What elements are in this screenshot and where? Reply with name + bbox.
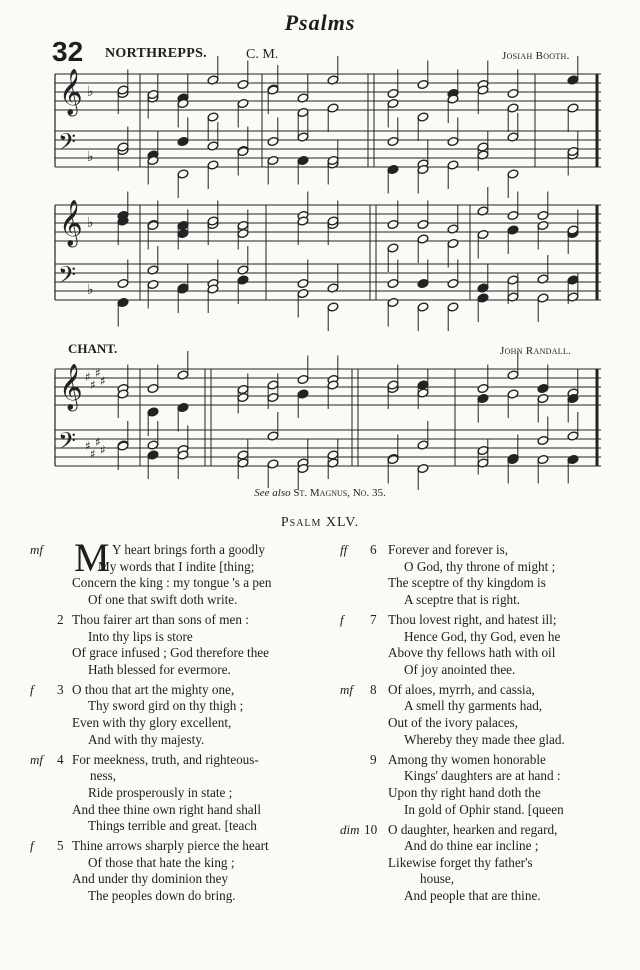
notehead — [297, 374, 309, 384]
verse-line: Thou fairer art than sons of men : — [72, 611, 249, 627]
notehead — [507, 370, 519, 380]
notehead — [537, 210, 549, 220]
notehead — [477, 293, 489, 303]
verse-line: Thou lovest right, and hatest ill; — [388, 611, 557, 627]
notehead — [327, 283, 339, 293]
notehead — [177, 136, 189, 146]
notehead — [537, 435, 549, 445]
bass-clef: 𝄢 — [58, 128, 77, 161]
notehead — [267, 380, 279, 390]
notehead — [297, 278, 309, 288]
verse-line: The peoples down do bring. — [88, 888, 236, 903]
notehead — [177, 402, 189, 412]
notehead — [507, 169, 519, 179]
notehead — [237, 384, 249, 394]
notehead — [177, 228, 189, 238]
notehead — [477, 142, 489, 152]
notehead — [237, 220, 249, 230]
notehead — [387, 219, 399, 229]
key-flat: ♭ — [87, 84, 94, 100]
notehead — [207, 160, 219, 170]
verse-line: Of one that swift doth write. — [88, 591, 238, 607]
verse-number: 5 — [57, 838, 64, 854]
notehead — [417, 463, 429, 473]
verse-line: And under thy dominion they — [72, 871, 229, 887]
notehead — [507, 88, 519, 98]
verse-line: Concern the king : my tongue 's a pen — [72, 575, 272, 591]
notehead — [267, 85, 279, 95]
notehead — [417, 79, 429, 89]
notehead — [327, 302, 339, 312]
notehead — [477, 383, 489, 393]
see-also-tune: St. Magnus, — [293, 487, 350, 499]
notehead — [477, 445, 489, 455]
notehead — [237, 228, 249, 238]
see-also-prefix: See also — [254, 487, 291, 499]
treble-clef: 𝄞 — [59, 69, 83, 115]
verse-line: Thy sword gird on thy thigh ; — [88, 698, 244, 714]
bass-clef: 𝄢 — [58, 261, 77, 294]
notehead — [537, 220, 549, 230]
dynamic-marking: mf — [30, 542, 43, 557]
notehead — [237, 265, 249, 275]
notehead — [477, 458, 489, 468]
notehead — [327, 458, 339, 468]
notehead — [207, 112, 219, 122]
notehead — [567, 292, 579, 302]
notehead — [237, 450, 249, 460]
key-flat: ♭ — [87, 282, 94, 298]
key-sharp: ♯ — [85, 439, 91, 453]
notehead — [417, 278, 429, 288]
notehead — [477, 393, 489, 403]
notehead — [447, 160, 459, 170]
notehead — [507, 292, 519, 302]
notehead — [237, 146, 249, 156]
notehead — [327, 103, 339, 113]
notehead — [177, 169, 189, 179]
notehead — [117, 297, 129, 307]
notehead — [207, 75, 219, 85]
notehead — [507, 275, 519, 285]
verse-line: Upon thy right hand doth the — [388, 784, 541, 800]
running-head: Psalms — [284, 10, 356, 35]
verse-line: For meekness, truth, and righteous- — [72, 751, 259, 767]
verse-line: Things terrible and great. [teach — [88, 818, 257, 834]
dynamic-marking: f — [30, 681, 34, 697]
notehead — [387, 454, 399, 464]
key-sharp: ♯ — [90, 447, 96, 461]
verse-line: Among thy women honorable — [388, 751, 546, 767]
notehead — [417, 440, 429, 450]
notehead — [387, 243, 399, 253]
notehead — [387, 136, 399, 146]
notehead — [507, 103, 519, 113]
verse-line: My words that I indite [thing; — [98, 558, 255, 574]
verse-line: Forever and forever is, — [388, 542, 509, 557]
notehead — [147, 265, 159, 275]
dynamic-marking: mf — [30, 751, 43, 767]
key-sharp: ♯ — [95, 366, 101, 380]
verse-line: Into thy lips is store — [88, 628, 193, 644]
notehead — [237, 98, 249, 108]
notehead — [327, 450, 339, 460]
verse-line: O daughter, hearken and regard, — [388, 821, 558, 837]
verse-line: Even with thy glory excellent, — [72, 715, 232, 730]
verse-line: ness, — [90, 768, 117, 784]
notehead — [447, 302, 459, 312]
notehead — [297, 155, 309, 165]
drop-cap: M — [74, 535, 110, 580]
notehead — [447, 278, 459, 288]
notehead — [567, 75, 579, 85]
dynamic-marking: dim — [340, 821, 360, 837]
notehead — [147, 220, 159, 230]
notehead — [567, 275, 579, 285]
notehead — [387, 278, 399, 288]
key-sharp: ♯ — [95, 435, 101, 449]
key-sharp: ♯ — [100, 374, 106, 388]
notehead — [297, 288, 309, 298]
notehead — [567, 454, 579, 464]
verse-line: Out of the ivory palaces, — [388, 715, 519, 730]
notehead — [147, 407, 159, 417]
notehead — [477, 283, 489, 293]
verse-number: 6 — [370, 542, 377, 557]
notehead — [147, 450, 159, 460]
see-also — [0, 487, 640, 499]
notehead — [477, 150, 489, 160]
notehead — [207, 141, 219, 151]
verse-line: Above thy fellows hath with oil — [388, 645, 556, 661]
notehead — [267, 392, 279, 402]
verse-line: And thee thine own right hand shall — [72, 801, 261, 817]
notehead — [237, 458, 249, 468]
treble-clef: 𝄞 — [59, 364, 83, 410]
notehead — [117, 278, 129, 288]
verse-number: 9 — [370, 751, 377, 767]
tune-name: NORTHREPPS. — [105, 46, 207, 61]
notehead — [537, 293, 549, 303]
notehead — [297, 389, 309, 399]
notehead — [567, 431, 579, 441]
key-flat: ♭ — [87, 215, 94, 231]
notehead — [417, 380, 429, 390]
verse-line: Of those that hate the king ; — [88, 854, 235, 870]
verse-line: Hath blessed for evermore. — [88, 661, 231, 677]
dynamic-marking: mf — [340, 681, 353, 697]
notehead — [177, 370, 189, 380]
notehead — [507, 225, 519, 235]
notehead — [267, 155, 279, 165]
notehead — [537, 383, 549, 393]
verse-line: A smell thy garments had, — [404, 698, 543, 714]
notehead — [147, 279, 159, 289]
notehead — [387, 88, 399, 98]
notehead — [447, 224, 459, 234]
chant-composer: John Randall. — [500, 345, 572, 357]
verse-line: Of aloes, myrrh, and cassia, — [388, 681, 535, 697]
notehead — [237, 392, 249, 402]
verse-number: 4 — [57, 751, 64, 767]
key-sharp: ♯ — [100, 443, 106, 457]
dynamic-marking: ff — [340, 542, 348, 557]
verse-number: 3 — [57, 681, 64, 697]
notehead — [507, 210, 519, 220]
notehead — [447, 136, 459, 146]
key-sharp: ♯ — [85, 370, 91, 384]
verse-number: 10 — [364, 821, 378, 837]
notehead — [417, 112, 429, 122]
verse-line: The sceptre of thy kingdom is — [388, 575, 546, 591]
verse-line: And do thine ear incline ; — [404, 838, 539, 854]
bass-clef: 𝄢 — [58, 427, 77, 460]
notehead — [297, 107, 309, 117]
notehead — [387, 297, 399, 307]
verse-line: O God, thy throne of might ; — [404, 558, 556, 574]
see-also-ref: No. 35. — [352, 487, 386, 499]
notehead — [477, 229, 489, 239]
notehead — [117, 441, 129, 451]
notehead — [147, 440, 159, 450]
verse-line: Kings' daughters are at hand : — [404, 768, 561, 784]
notehead — [387, 98, 399, 108]
notehead — [417, 302, 429, 312]
meter: C. M. — [246, 47, 279, 62]
verse-number: 8 — [370, 681, 377, 697]
notehead — [267, 136, 279, 146]
verse-line: Thine arrows sharply pierce the heart — [72, 838, 269, 854]
notehead — [297, 132, 309, 142]
hymn-number: 32 — [52, 36, 84, 67]
verse-line: Y heart brings forth a goodly — [112, 542, 265, 557]
verse-line: Likewise forget thy father's — [388, 854, 533, 870]
chant-title: CHANT. — [68, 341, 118, 356]
notehead — [147, 383, 159, 393]
verse-line: house, — [420, 871, 455, 887]
notehead — [537, 274, 549, 284]
notehead — [417, 234, 429, 244]
notehead — [387, 164, 399, 174]
notehead — [507, 132, 519, 142]
hymn-composer: Josiah Booth. — [502, 50, 570, 62]
verse-line: And people that are thine. — [404, 888, 541, 903]
notehead — [507, 389, 519, 399]
notehead — [237, 79, 249, 89]
notehead — [297, 93, 309, 103]
notehead — [567, 103, 579, 113]
notehead — [537, 393, 549, 403]
verse-number: 2 — [57, 611, 64, 627]
notehead — [447, 238, 459, 248]
notehead — [177, 220, 189, 230]
verse-line: Whereby they made thee glad. — [404, 731, 565, 747]
dynamic-marking: f — [30, 838, 34, 854]
notehead — [267, 459, 279, 469]
verse-line: Of joy anointed thee. — [404, 661, 516, 677]
notehead — [267, 431, 279, 441]
key-flat: ♭ — [87, 149, 94, 165]
notehead — [417, 388, 429, 398]
verse-line: Hence God, thy God, even he — [404, 628, 561, 644]
notehead — [507, 454, 519, 464]
key-sharp: ♯ — [90, 378, 96, 392]
verse-line: Ride prosperously in state ; — [88, 784, 233, 800]
verse-line: O thou that art the mighty one, — [72, 681, 235, 697]
verse-line: Of grace infused ; God therefore thee — [72, 645, 269, 661]
notehead — [537, 454, 549, 464]
notehead — [327, 75, 339, 85]
treble-clef: 𝄞 — [59, 200, 83, 246]
verse-number: 7 — [370, 611, 377, 627]
dynamic-marking: f — [340, 611, 344, 627]
psalm-title: Psalm XLV. — [280, 515, 360, 530]
verse-line: A sceptre that is right. — [404, 591, 521, 607]
notehead — [237, 275, 249, 285]
notehead — [417, 219, 429, 229]
verse-line: And with thy majesty. — [88, 731, 205, 747]
notehead — [177, 284, 189, 294]
verse-line: In gold of Ophir stand. [queen — [404, 801, 564, 817]
notehead — [477, 206, 489, 216]
